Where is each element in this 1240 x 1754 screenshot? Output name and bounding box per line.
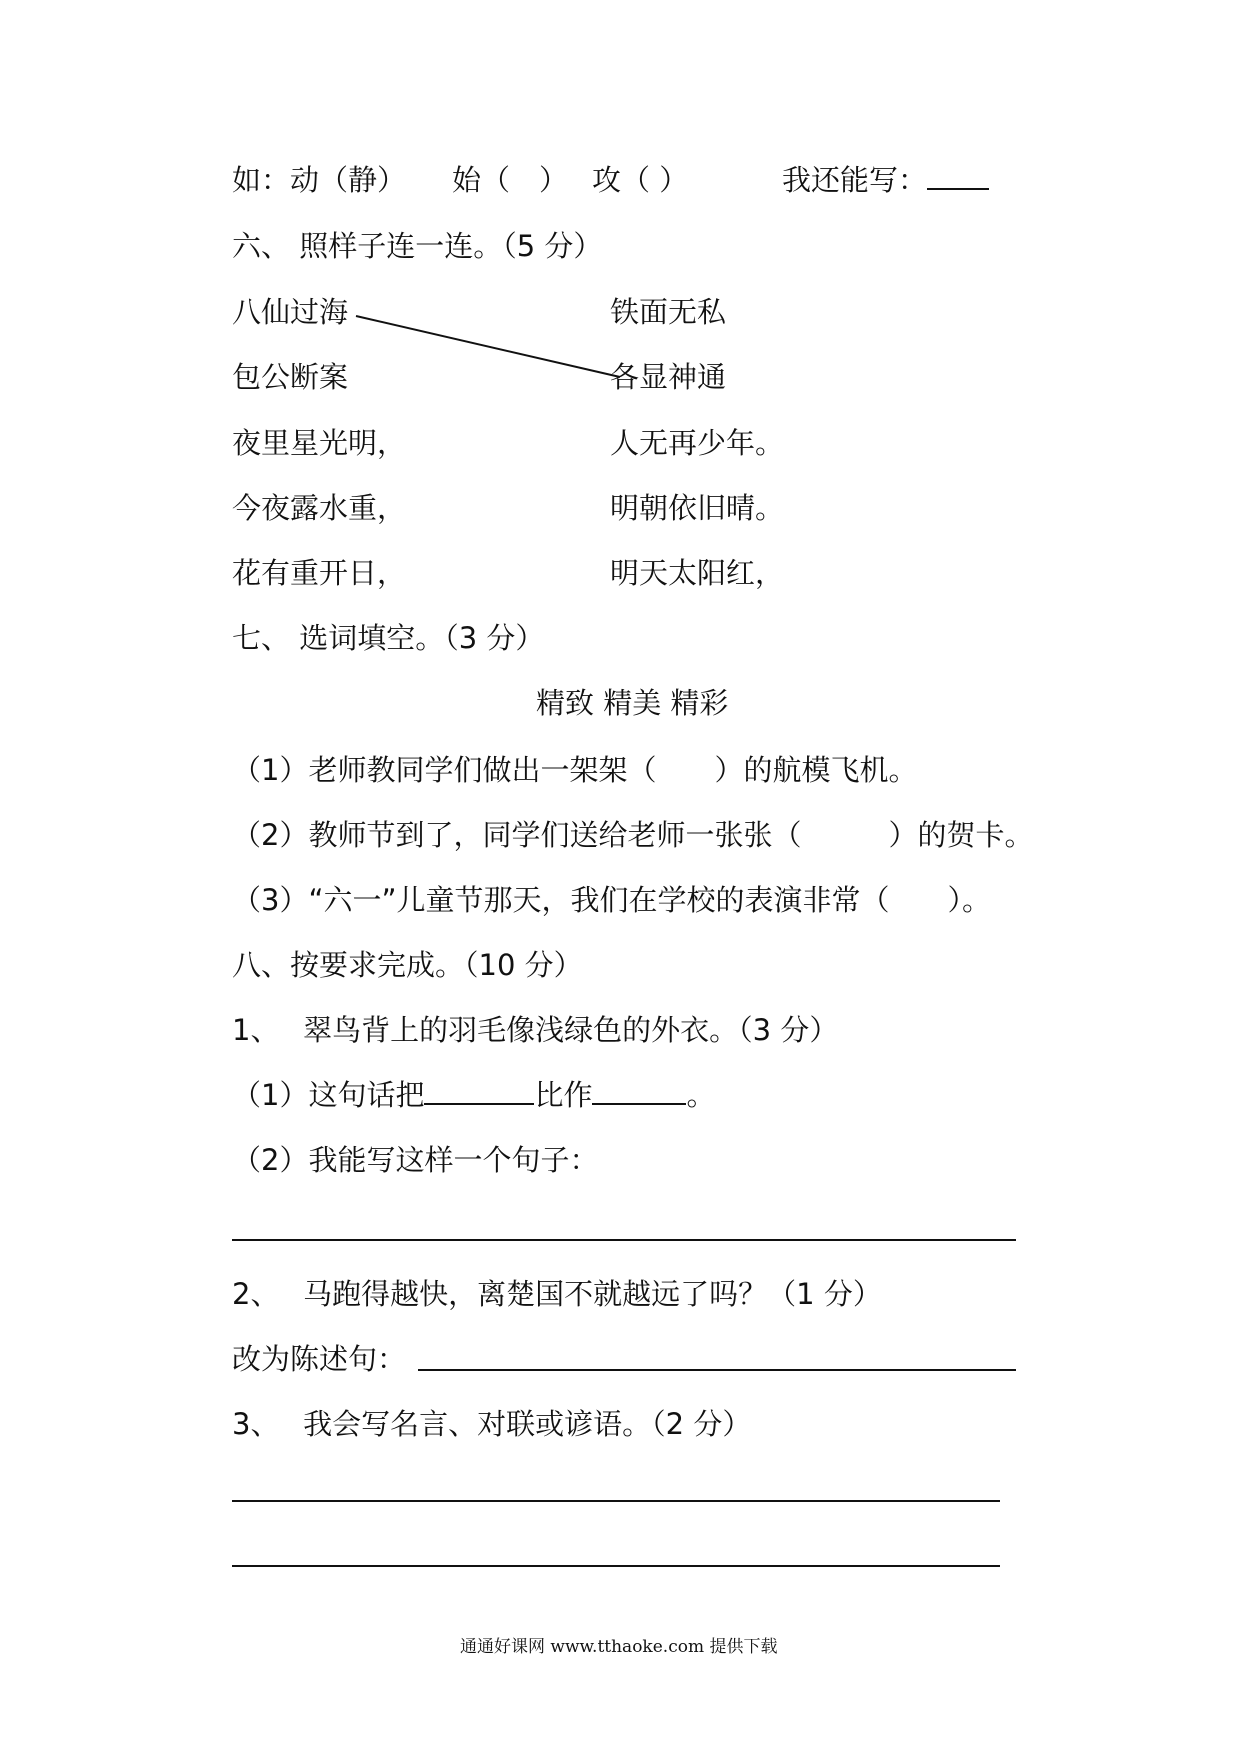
match-right-5[interactable]: 明天太阳红，: [610, 556, 785, 590]
match-left-4[interactable]: 今夜露水重，: [232, 491, 407, 525]
q8-sub1-title: 1、 翠鸟背上的羽毛像浅绿色的外衣。（3 分）: [232, 1013, 839, 1047]
q8-sub2-title: 2、 马跑得越快，离楚国不就越远了吗？（1 分）: [232, 1277, 882, 1311]
simile-object-blank[interactable]: [592, 1077, 686, 1105]
match-right-1[interactable]: 铁面无私: [610, 295, 727, 329]
antonym-item-2: 攻（ ）: [592, 163, 689, 197]
q8-sub3-title: 3、 我会写名言、对联或谚语。（2 分）: [232, 1407, 752, 1441]
q8-heading: 八、按要求完成。（10 分）: [232, 948, 583, 982]
q8-sub1-part2: （2）我能写这样一个句子：: [232, 1143, 599, 1177]
q8-sub1-part1: [232, 1077, 715, 1113]
antonym-example: 如：动（静）: [232, 163, 407, 197]
match-right-4[interactable]: 明朝依旧晴。: [610, 491, 785, 525]
match-left-3[interactable]: 夜里星光明，: [232, 426, 407, 460]
match-right-2[interactable]: 各显神通: [610, 360, 727, 394]
q7-word-choices: 精致 精美 精彩: [536, 686, 729, 720]
q7-item-1[interactable]: （1）老师教同学们做出一架架（ ）的航模飞机。: [232, 753, 918, 787]
statement-answer-line[interactable]: [418, 1369, 1016, 1371]
match-left-2[interactable]: 包公断案: [232, 360, 349, 394]
proverb-answer-line-1[interactable]: [232, 1500, 1000, 1502]
proverb-answer-line-2[interactable]: [232, 1565, 1000, 1567]
q7-item-3[interactable]: （3）“六一”儿童节那天，我们在学校的表演非常（ ）。: [232, 883, 991, 917]
simile-middle: 比作: [534, 1078, 593, 1112]
q7-item-2[interactable]: （2）教师节到了，同学们送给老师一张张（ ）的贺卡。: [232, 818, 1034, 852]
simile-subject-blank[interactable]: [424, 1077, 534, 1105]
also-write-label: 我还能写：: [782, 163, 928, 197]
footer-source: 通通好课网 www.tthaoke.com 提供下载: [460, 1637, 778, 1657]
q7-heading: 七、 选词填空。（3 分）: [232, 621, 545, 655]
rewrite-label: 改为陈述句：: [232, 1342, 407, 1376]
simile-sentence-answer-line[interactable]: [232, 1239, 1016, 1241]
simile-end: 。: [686, 1078, 716, 1112]
antonym-item-1: 始（ ）: [452, 163, 569, 197]
match-left-1[interactable]: 八仙过海: [232, 295, 349, 329]
q6-heading: 六、 照样子连一连。（5 分）: [232, 229, 603, 263]
match-right-3[interactable]: 人无再少年。: [610, 426, 785, 460]
match-left-5[interactable]: 花有重开日，: [232, 556, 407, 590]
simile-prefix: （1）这句话把: [232, 1078, 425, 1112]
